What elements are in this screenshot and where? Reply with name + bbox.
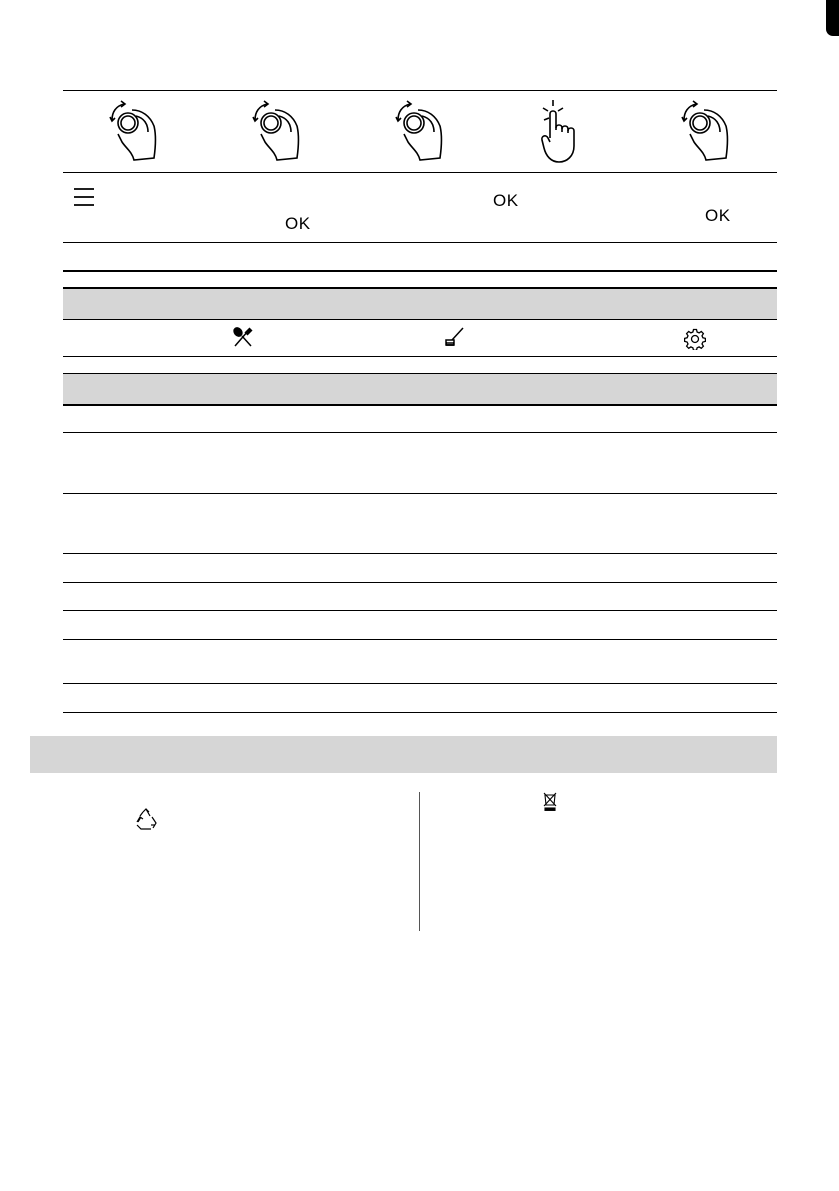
step-5 <box>634 92 777 170</box>
table-row-rule <box>63 683 777 684</box>
step-1 <box>63 92 206 170</box>
step-icons-row <box>63 92 777 170</box>
recycling-icon <box>135 808 157 830</box>
instructions-bottom-rule <box>63 242 777 243</box>
table-top-rule <box>63 90 777 91</box>
ok-label-5: OK <box>705 206 731 225</box>
cutlery-icon <box>232 327 254 347</box>
table-row-rule <box>63 610 777 611</box>
rotate-knob-icon <box>106 98 162 164</box>
rotate-knob-icon <box>249 98 305 164</box>
column-divider <box>419 792 420 931</box>
settings-gear-icon <box>684 328 706 350</box>
rotate-knob-icon <box>678 98 734 164</box>
steps-bottom-rule <box>63 172 777 173</box>
crossed-out-bin-icon <box>542 791 558 811</box>
table-bottom-rule <box>63 712 777 713</box>
step-3 <box>349 92 492 170</box>
ok-label-3: OK <box>493 191 519 210</box>
rotate-knob-icon <box>392 98 448 164</box>
table-row-rule <box>63 582 777 583</box>
ok-label-2: OK <box>285 214 311 233</box>
cleaning-brush-icon <box>443 327 465 347</box>
table-thick-rule <box>63 270 777 272</box>
table-row-rule <box>63 493 777 494</box>
table-row-rule <box>63 553 777 554</box>
press-finger-icon <box>539 98 587 164</box>
table-header-band <box>63 287 777 320</box>
table-row-rule <box>63 432 777 433</box>
table-subheader-band <box>63 373 777 406</box>
menu-row-bottom-rule <box>63 356 777 357</box>
step-2 <box>206 92 349 170</box>
page-edge-tab <box>826 0 839 36</box>
section-heading-band <box>30 736 777 773</box>
step-4 <box>491 92 634 170</box>
menu-icon <box>73 187 95 207</box>
table-row-rule <box>63 639 777 640</box>
